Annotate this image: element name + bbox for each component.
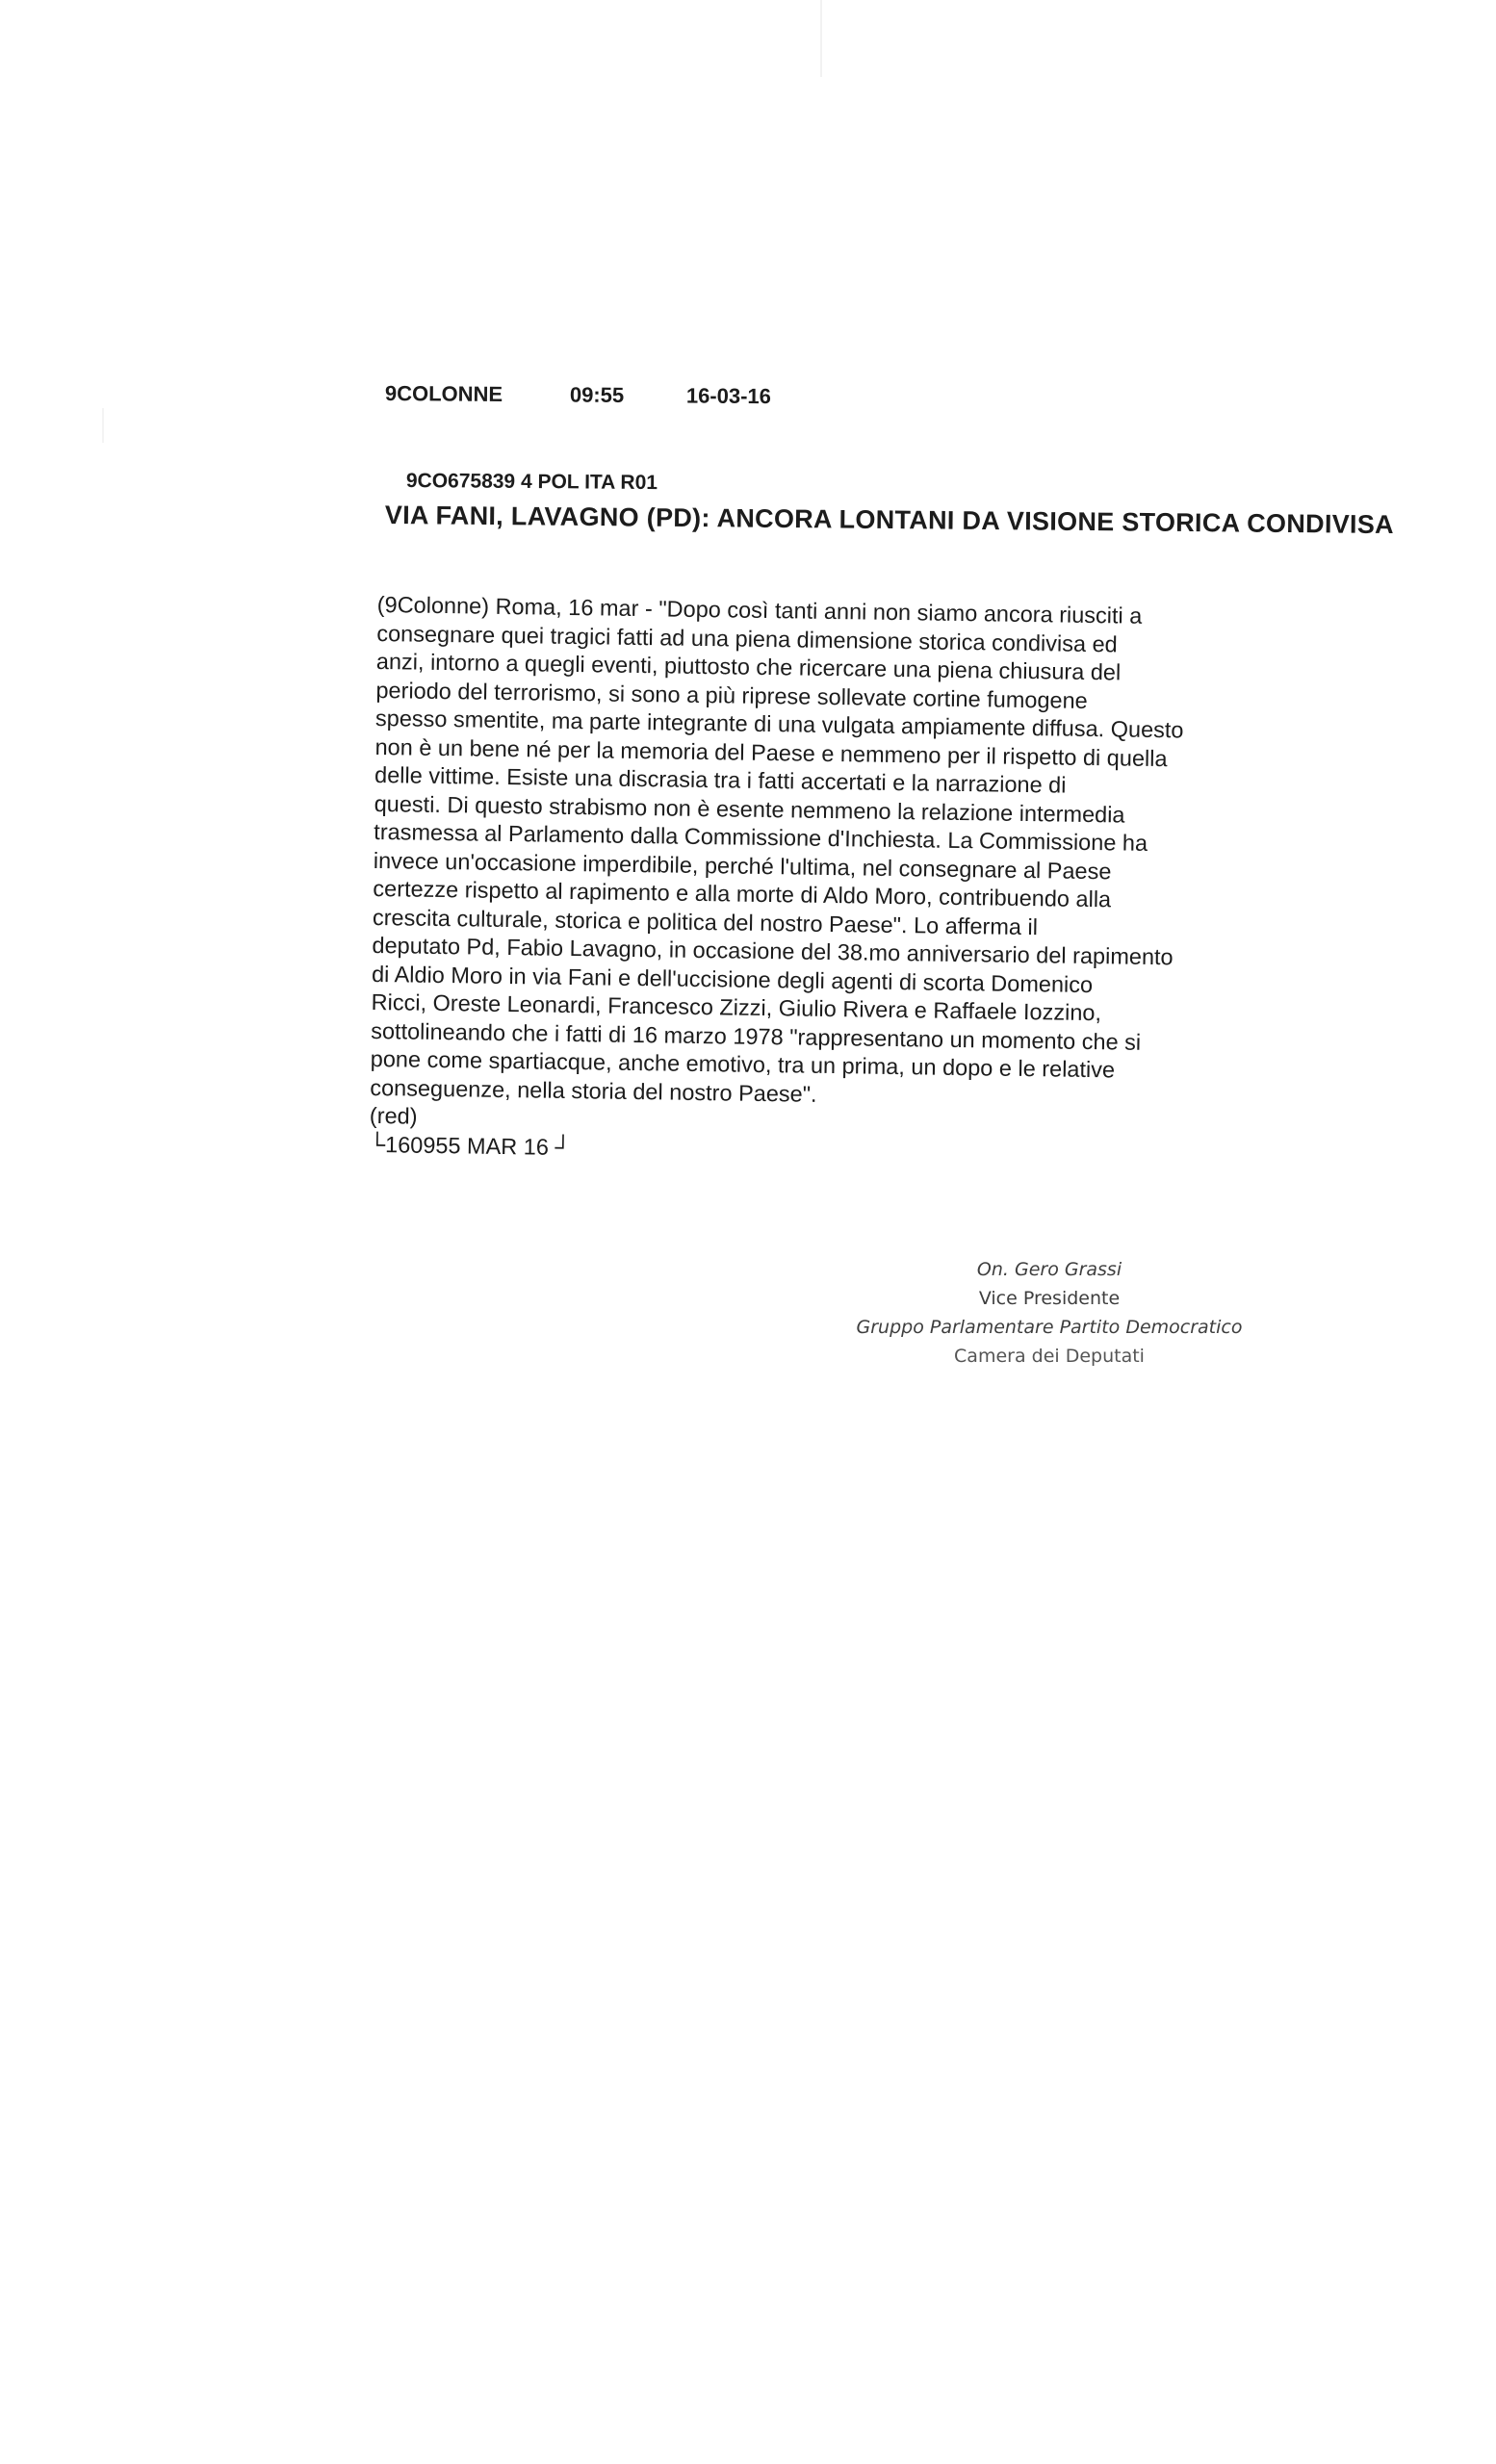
body-line: invece un'occasione imperdibile, perché l'ultima, nel consegnare al Paese	[373, 847, 1112, 884]
body-line: certezze rispetto al rapimento e alla morte di Aldo Moro, contribuendo alla	[373, 875, 1112, 912]
body-line: Ricci, Oreste Leonardi, Francesco Zizzi, Giulio Rivera e Raffaele Iozzino,	[371, 988, 1102, 1026]
scan-artifact	[820, 0, 822, 77]
signatory-group: Gruppo Parlamentare Partito Democratico	[856, 1317, 1243, 1338]
news-id-line: 9CO675839 4 POL ITA R01	[405, 470, 658, 495]
body-line: deputato Pd, Fabio Lavagno, in occasione del 38.mo anniversario del rapimento	[372, 932, 1174, 970]
body-line: di Aldio Moro in via Fani e dell'uccisione degli agenti di scorta Domenico	[371, 961, 1094, 997]
signatory-role: Vice Presidente	[978, 1288, 1121, 1309]
body-line: anzi, intorno a quegli eventi, piuttosto che ricercare una piena chiusura del	[375, 648, 1122, 685]
body-line: pone come spartiacque, anche emotivo, tra un prima, un dopo e le relative	[370, 1045, 1116, 1083]
body-line: conseguenze, nella storia del nostro Paese".	[370, 1074, 817, 1107]
body-line: trasmessa al Parlamento dalla Commissione d'Inchiesta. La Commissione ha	[374, 818, 1148, 856]
article-body	[369, 591, 1282, 1172]
body-line: questi. Di questo strabismo non è esente nemmeno la relazione intermedia	[374, 790, 1125, 828]
body-line: spesso smentite, ma parte integrante di una vulgata ampiamente diffusa. Questo	[374, 705, 1184, 743]
scan-artifact	[102, 408, 104, 443]
wire-time: 09:55	[569, 382, 625, 407]
body-line: non è un bene né per la memoria del Paese e nemmeno per il rispetto di quella	[374, 733, 1168, 771]
body-line: crescita culturale, storica e politica del nostro Paese". Lo afferma il	[372, 904, 1039, 939]
wire-header	[385, 381, 886, 424]
body-line: sottolineando che i fatti di 16 marzo 1978 "rappresentano un momento che si	[371, 1017, 1142, 1055]
body-line: (9Colonne) Roma, 16 mar - "Dopo così tanti anni non siamo ancora riusciti a	[376, 591, 1143, 629]
byline-red: (red)	[369, 1102, 418, 1129]
wire-source: 9COLONNE	[384, 381, 503, 406]
body-line: consegnare quei tragici fatti ad una piena dimensione storica condivisa ed	[376, 620, 1118, 656]
body-line: delle vittime. Esiste una discrasia tra i fatti accertati e la narrazione di	[374, 761, 1067, 798]
wire-date: 16-03-16	[685, 383, 772, 409]
signature-block	[828, 1255, 1271, 1371]
signatory-chamber: Camera dei Deputati	[954, 1346, 1145, 1367]
transmission-code: └160955 MAR 16 ┘	[369, 1131, 572, 1160]
article-headline: VIA FANI, LAVAGNO (PD): ANCORA LONTANI DA VISIONE STORICA CONDIVISA	[384, 500, 1395, 540]
signatory-name: On. Gero Grassi	[976, 1259, 1122, 1280]
body-line: periodo del terrorismo, si sono a più riprese sollevate cortine fumogene	[375, 677, 1088, 713]
